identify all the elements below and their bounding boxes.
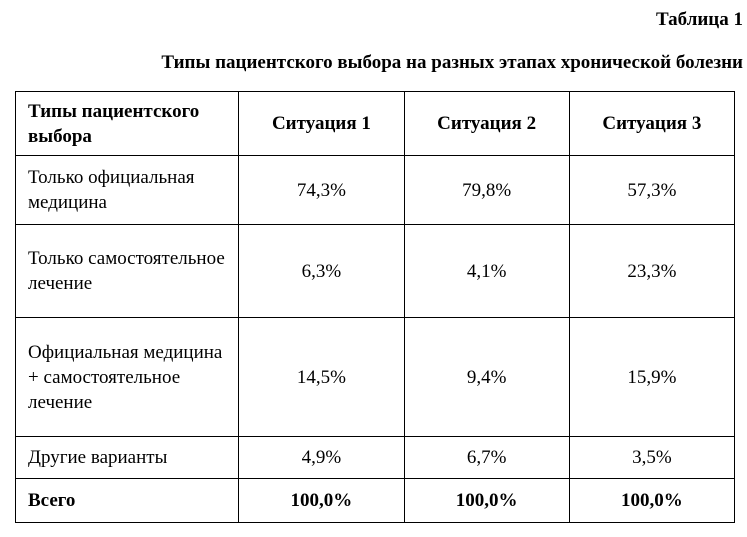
table-title: Типы пациентского выбора на разных этапах хронической болезни: [161, 52, 743, 73]
cell-value: 57,3%: [569, 156, 734, 225]
cell-value: 74,3%: [239, 156, 404, 225]
row-label: Другие варианты: [16, 437, 239, 479]
total-value: 100,0%: [404, 479, 569, 523]
header-situation-2: Ситуация 2: [404, 92, 569, 156]
cell-value: 6,3%: [239, 225, 404, 318]
table-row: [16, 318, 735, 437]
cell-value: 6,7%: [404, 437, 569, 479]
patient-choice-table: [15, 91, 735, 523]
total-value: 100,0%: [239, 479, 404, 523]
cell-value: 9,4%: [404, 318, 569, 437]
cell-value: 14,5%: [239, 318, 404, 437]
total-value: 100,0%: [569, 479, 734, 523]
cell-value: 4,9%: [239, 437, 404, 479]
cell-value: 3,5%: [569, 437, 734, 479]
table-total-row: [16, 479, 735, 523]
cell-value: 15,9%: [569, 318, 734, 437]
row-label: Официальная медицина + самостоятельное лечение: [16, 318, 239, 437]
total-label: Всего: [16, 479, 239, 523]
cell-value: 23,3%: [569, 225, 734, 318]
header-choice-type: Типы пациентского выбора: [16, 92, 239, 156]
cell-value: 79,8%: [404, 156, 569, 225]
row-label: Только самостоятельное лечение: [16, 225, 239, 318]
table-header-row: [16, 92, 735, 156]
cell-value: 4,1%: [404, 225, 569, 318]
table-row: [16, 156, 735, 225]
table-number: Таблица 1: [655, 9, 743, 30]
header-situation-1: Ситуация 1: [239, 92, 404, 156]
table-row: [16, 437, 735, 479]
table-row: [16, 225, 735, 318]
row-label: Только официальная медицина: [16, 156, 239, 225]
header-situation-3: Ситуация 3: [569, 92, 734, 156]
